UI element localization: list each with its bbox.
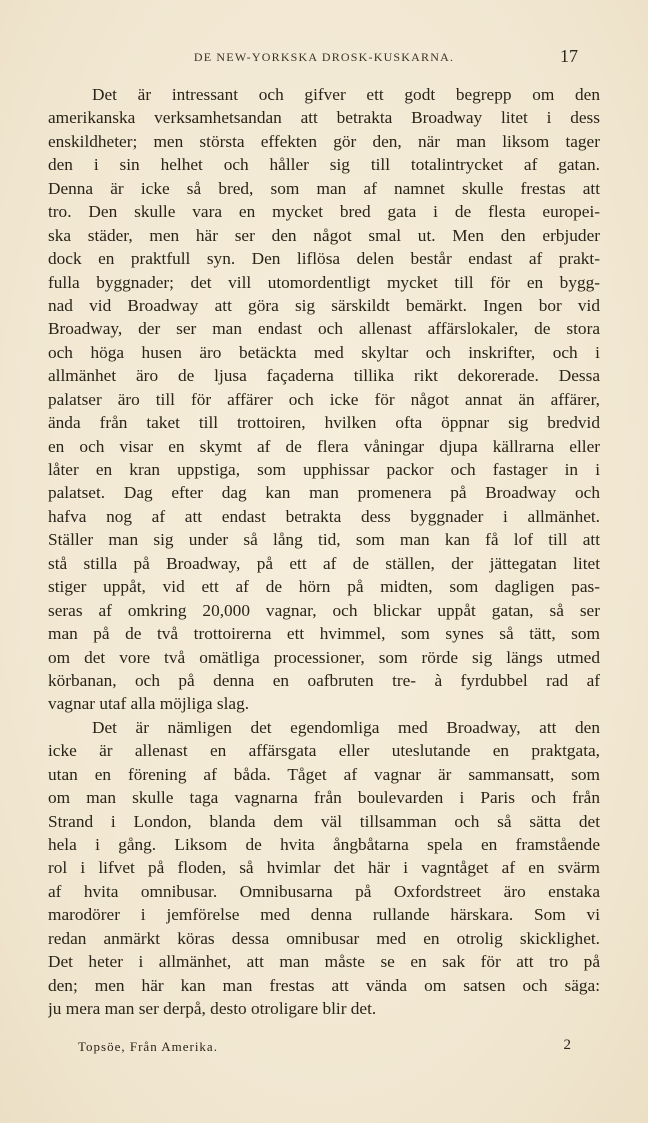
text-line: Det heter i allmänhet, att man måste se en sak för att tro på [48, 952, 600, 972]
text-line: Broadway, der ser man endast och allenast affärslokaler, de stora [48, 319, 600, 339]
text-line: Ställer man sig under så lång tid, som man kan få lof till att [48, 530, 600, 550]
text-line: man på de två trottoirerna ett hvimmel, som synes så tätt, som [48, 624, 600, 644]
signature-mark: Topsöe, Från Amerika. [78, 1039, 218, 1054]
running-head: DE NEW-YORKSKA DROSK-KUSKARNA. [193, 50, 455, 64]
text-line: dock en praktfull syn. Den liflösa delen består endast af prakt- [48, 249, 600, 269]
text-line: enskildheter; men största effekten gör den, när man liksom tager [48, 131, 600, 151]
text-line: seras af omkring 20,000 vagnar, och blickar uppåt gatan, så ser [48, 600, 600, 620]
text-line: den i sin helhet och håller sig till totalintrycket af gatan. [48, 155, 600, 175]
text-line: marodörer i jemförelse med denna rullande härskara. Som vi [48, 905, 600, 925]
text-line: låter en kran uppstiga, som upphissar packor och fastager in i [48, 460, 600, 479]
page-number: 17 [560, 46, 578, 66]
text-line: rol i lifvet på floden, så hvimlar det här i vagntåget af en svärm [48, 858, 600, 878]
text-line: stå stilla på Broadway, på ett af de ställen, der jättegatan litet [48, 553, 600, 573]
text-line: Denna är icke så bred, som man af namnet skulle frestas att [48, 178, 600, 198]
text-line: stiger uppåt, vid ett af de hörn på midten, som dagligen pas- [48, 577, 600, 597]
text-line: fulla byggnader; det vill utomordentligt mycket till för en bygg- [48, 272, 600, 292]
text-line: och höga husen äro betäckta med skyltar och inskrifter, och i [48, 342, 600, 362]
text-line: Strand i London, blanda dem väl tillsamman och så sätta det [48, 811, 600, 831]
body-text [48, 83, 600, 1021]
text-line: allmänhet äro de ljusa façaderna tillika rikt dekorerade. Dessa [48, 366, 600, 386]
text-line: redan anmärkt köras dessa omnibusar med en otrolig skicklighet. [48, 928, 600, 948]
text-line: vagnar utaf alla möjliga slag. [48, 694, 250, 714]
page-header [48, 46, 600, 70]
text-line: utan en förening af båda. Tåget af vagnar är sammansatt, som [48, 764, 600, 784]
text-line: tro. Den skulle vara en mycket bred gata i de flesta europei- [48, 202, 600, 222]
text-line: en och visar en skymt af de flera våningar djupa källrarna eller [48, 436, 600, 456]
text-line: nad vid Broadway att göra sig särskildt bemärkt. Ingen bor vid [48, 295, 600, 315]
text-line: ända från taket till trottoiren, hvilken ofta öppnar sig bredvid [48, 413, 600, 433]
text-line: hafva nog af att endast betrakta dess byggnader i allmänhet. [48, 506, 600, 526]
text-line: om det vore två omätliga processioner, som rörde sig längs utmed [48, 647, 600, 667]
text-line: Det är nämligen det egendomliga med Broadway, att den [92, 717, 600, 737]
page-footer [78, 1037, 572, 1059]
text-line: den; men här kan man frestas att vända om satsen och säga: [48, 975, 600, 995]
text-line: amerikanska verksamhetsandan att betrakta Broadway litet i dess [48, 108, 600, 128]
text-line: ju mera man ser derpå, desto otroligare blir det. [48, 999, 377, 1019]
text-line: af hvita omnibusar. Omnibusarna på Oxfordstreet äro enstaka [48, 881, 600, 901]
text-line: palatser äro till för affärer och icke för något annat än affärer, [48, 389, 600, 409]
text-line: körbanan, och på denna en oafbruten tre- à fyrdubbel rad af [48, 670, 600, 690]
text-line: om man skulle taga vagnarna från boulevarden i Paris och från [48, 788, 600, 808]
text-line: palatset. Dag efter dag kan man promenera på Broadway och [48, 483, 600, 503]
text-line: ska städer, men här ser den något smal ut. Men den erbjuder [48, 225, 600, 245]
text-line: icke är allenast en affärsgata eller uteslutande en praktgata, [48, 741, 600, 761]
text-line: hela i gång. Liksom de hvita ångbåtarna spela en framstående [48, 835, 600, 854]
text-line: Det är intressant och gifver ett godt begrepp om den [92, 85, 600, 104]
sheet-number: 2 [563, 1037, 572, 1053]
